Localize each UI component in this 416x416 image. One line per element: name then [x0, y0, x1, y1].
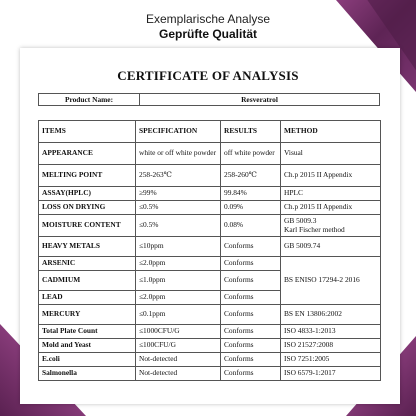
row-method: ISO 21527:2008	[281, 339, 381, 353]
row-spec: Not-detected	[136, 367, 221, 381]
row-method: Ch.p 2015 II Appendix	[281, 201, 381, 215]
row-method: ISO 4833-1:2013	[281, 325, 381, 339]
row-spec: ≤2.0ppm	[136, 291, 221, 305]
table-row	[39, 339, 381, 353]
column-header-items: ITEMS	[39, 121, 136, 143]
analysis-table	[38, 120, 381, 381]
row-result: Conforms	[221, 291, 281, 305]
row-spec: Not-detected	[136, 353, 221, 367]
row-item: Total Plate Count	[39, 325, 136, 339]
row-spec: ≤0.5%	[136, 201, 221, 215]
row-item: APPEARANCE	[39, 143, 136, 165]
row-method: GB 5009.74	[281, 237, 381, 257]
product-table	[38, 93, 380, 106]
row-item: E.coli	[39, 353, 136, 367]
table-row	[39, 165, 381, 187]
table-row	[39, 237, 381, 257]
product-label: Product Name:	[39, 94, 140, 106]
row-method: ISO 7251:2005	[281, 353, 381, 367]
row-method-line-1: GB 5009.3	[284, 216, 317, 225]
row-method: BS EN 13806:2002	[281, 305, 381, 325]
row-item: Mold and Yeast	[39, 339, 136, 353]
row-result: 258-260℃	[221, 165, 281, 187]
row-method-heavy-metals-group: BS ENISO 17294-2 2016	[281, 257, 381, 305]
table-row	[39, 353, 381, 367]
certificate-title: CERTIFICATE OF ANALYSIS	[117, 68, 299, 83]
row-result: Conforms	[221, 305, 281, 325]
row-result: Conforms	[221, 339, 281, 353]
row-result: Conforms	[221, 367, 281, 381]
table-row	[39, 187, 381, 201]
page-header	[0, 12, 416, 42]
row-method: HPLC	[281, 187, 381, 201]
column-header-specification: SPECIFICATION	[136, 121, 221, 143]
table-row	[39, 367, 381, 381]
row-item: HEAVY METALS	[39, 237, 136, 257]
row-result: off white powder	[221, 143, 281, 165]
row-result: 99.84%	[221, 187, 281, 201]
row-spec: white or off white powder	[136, 143, 221, 165]
row-item: MELTING POINT	[39, 165, 136, 187]
row-method: ISO 6579-1:2017	[281, 367, 381, 381]
table-row	[39, 305, 381, 325]
row-spec: ≤100CFU/G	[136, 339, 221, 353]
row-result: Conforms	[221, 237, 281, 257]
table-row	[39, 201, 381, 215]
header-line-2: Geprüfte Qualität	[158, 27, 257, 41]
column-header-results: RESULTS	[221, 121, 281, 143]
row-spec: ≥99%	[136, 187, 221, 201]
row-spec: ≤1.0ppm	[136, 271, 221, 291]
table-row	[39, 143, 381, 165]
header-line-1: Exemplarische Analyse	[145, 12, 271, 26]
row-method-line-2: Karl Fischer method	[284, 224, 345, 234]
row-item: CADMIUM	[39, 271, 136, 291]
row-spec: 258-263℃	[136, 165, 221, 187]
row-spec: ≤1000CFU/G	[136, 325, 221, 339]
row-item: MOISTURE CONTENT	[39, 215, 136, 237]
product-value: Resveratrol	[140, 94, 380, 106]
row-method: Ch.p 2015 II Appendix	[281, 165, 381, 187]
row-result: 0.09%	[221, 201, 281, 215]
row-spec: ≤2.0ppm	[136, 257, 221, 271]
row-spec: ≤0.1ppm	[136, 305, 221, 325]
row-item: MERCURY	[39, 305, 136, 325]
row-item: LEAD	[39, 291, 136, 305]
row-result: Conforms	[221, 353, 281, 367]
table-row	[39, 325, 381, 339]
row-spec: ≤0.5%	[136, 215, 221, 237]
row-method	[281, 215, 381, 237]
row-spec: ≤10ppm	[136, 237, 221, 257]
row-result: Conforms	[221, 325, 281, 339]
row-method: Visual	[281, 143, 381, 165]
column-header-method: METHOD	[281, 121, 381, 143]
row-result: Conforms	[221, 257, 281, 271]
table-row	[39, 257, 381, 271]
row-result: Conforms	[221, 271, 281, 291]
row-item: Salmonella	[39, 367, 136, 381]
row-item: ASSAY(HPLC)	[39, 187, 136, 201]
table-row	[39, 215, 381, 237]
row-item: LOSS ON DRYING	[39, 201, 136, 215]
row-item: ARSENIC	[39, 257, 136, 271]
table-header-row	[39, 121, 381, 143]
row-result: 0.08%	[221, 215, 281, 237]
